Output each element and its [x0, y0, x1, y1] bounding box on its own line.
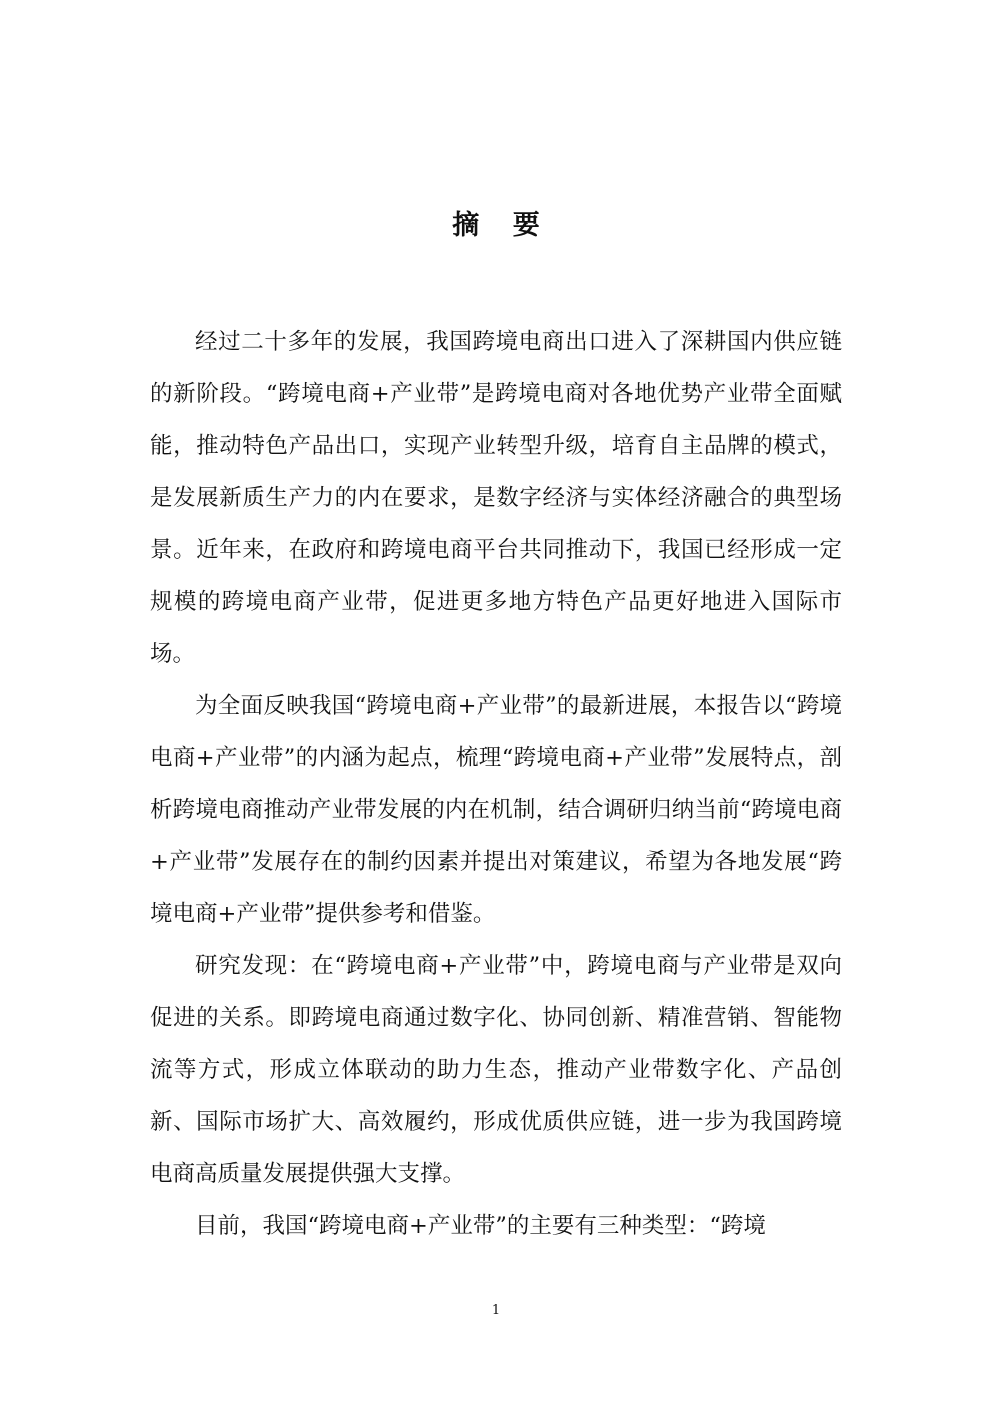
page-title: 摘 要 — [452, 210, 552, 242]
paragraph: 研究发现：在“跨境电商+产业带”中，跨境电商与产业带是双向促进的关系。即跨境电商通过数字化、协同创新、精准营销、智能物流等方式，形成立体联动的助力生态，推动产业带数字化、产品创新、国际市场扩大、高效履约，形成优质供应链，进一步为我国跨境电商高质量发展提供强大支撑。 — [150, 953, 842, 1187]
paragraph: 目前，我国“跨境电商+产业带”的主要有三种类型：“跨境 — [195, 1213, 766, 1239]
page-number: 1 — [491, 1303, 501, 1318]
abstract-body — [150, 316, 842, 1252]
paragraph: 经过二十多年的发展，我国跨境电商出口进入了深耕国内供应链的新阶段。“跨境电商+产业带”是跨境电商对各地优势产业带全面赋能，推动特色产品出口，实现产业转型升级，培育自主品牌的模式，是发展新质生产力的内在要求，是数字经济与实体经济融合的典型场景。近年来，在政府和跨境电商平台共同推动下，我国已经形成一定规模的跨境电商产业带，促进更多地方特色产品更好地进入国际市场。 — [150, 329, 842, 667]
paragraph: 为全面反映我国“跨境电商+产业带”的最新进展，本报告以“跨境电商+产业带”的内涵为起点，梳理“跨境电商+产业带”发展特点，剖析跨境电商推动产业带发展的内在机制，结合调研归纳当前“跨境电商+产业带”发展存在的制约因素并提出对策建议，希望为各地发展“跨境电商+产业带”提供参考和借鉴。 — [150, 693, 842, 927]
